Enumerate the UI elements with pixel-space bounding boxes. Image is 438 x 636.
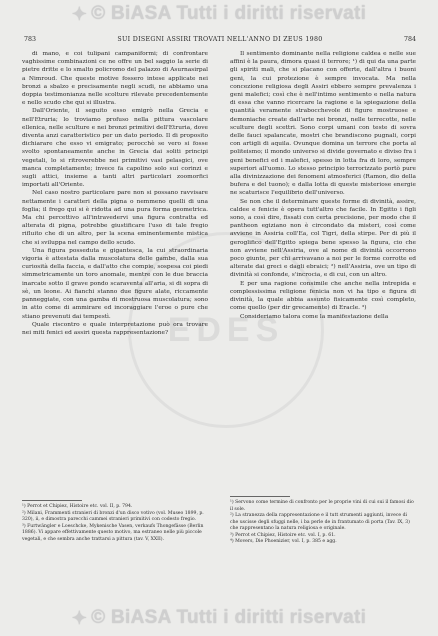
footnote: ¹) Servono come termine di confronto per le proprie vini di cui sui il famosi dio il sole. [230,500,414,512]
left-column [22,50,208,337]
footnote-rule-left [22,500,82,501]
watermark-text: © BiASA Tutti i diritti riservati [91,607,367,628]
footnote: ⁴) Movers, Die Phoenizier, vol. I, p. 385 e agg. [230,539,337,544]
paragraph: di mano, e coi tulipani campaniformi; di confrontare vaghissime combinazioni ce ne offre un bel saggio la serie di pietre dritte e lo smalto policromo del palazzo di Asurnasirpal a Nimroud. Che queste motive fossero intese applicate nei bronzi a sbalzo e precisamente negli scudi, ne abbiamo una doppia testimonianza nelle scolture rilevate precedentemente e nello scudo che qui si illustra. [22,51,208,107]
footnote-rule-right [230,496,290,497]
paragraph: E per una ragione consimile che anche nella intrepida e complessissima religione fenicia non vi ha tipo e figura di divinità, la quale abbia assunto fisicamente così completo, come quello (per dir grecamente) di Eracle. ³) [230,280,416,312]
paragraph: Nel caso nostro particolare pare non si possano ravvisare nettamente i caratteri della pigna o nemmeno quelli di una foglia; il frego qui si è ridotta ad una pura forma geometrica. Ma chi percettivo all'intravedervi una figura contratta ed alterata di pigna, potrebbe giustificare l'uso di tale fregio rifluito che di un altro, per la scena eminentemente mistica che si sviluppa nel campo dello scudo. [22,190,208,246]
running-title: SUI DISEGNI ASSIRI TROVATI NELL'ANNO DI ZEUS 1980 [117,35,323,43]
copyright-icon: ✦ [71,3,88,24]
right-page-number: 784 [403,35,416,43]
watermark-bottom [0,604,438,632]
paragraph: Dall'Oriente, il seguito esso emigrò nella Grecia e nell'Etruria; lo troviamo profuso nella pittura vascolare ellenica, nelle sculture e nei bronzi primitivi dell'Etruria, dove diventa anzi caratteristico per un dato periodo. Il di proposito dichiarare che esso vi emigrato; perocchè se vero si fosse svolto spontaneamente anche in Grecia dai soliti principi vegetali, lo si ritroverebbe nei primitivi vasi pelasgici, ove manca completamente; invece fa capolino solo sui corinzi e sugli attici, insieme a tanti altri particolari zoomorfici importati all'Oriente. [22,108,208,189]
paragraph: Il sentimento dominante nella religione caldea e nelle sue affini è la paura, dimora quasi il terrore; ¹) di qui da una parte gli spiriti mali, che si placano con offerte, dall'altra i buoni geni, la cui protezione è sempre invocata. Ma nella concezione religiosa degli Assiri ebbero sempre prevalenza i geni malefici; così che è nell'intimo sentimento e nella natura di essa che vanno ricercare la ragione e la spiegazione della quantità veramente strabocchevole di figure mostruose e demoniache create dall'arte nei bronzi, nelle terrecotte, nelle sculture degli scettri. Sono corpi umani con teste di sovra delle fauci spalancate, mostri che brandiscono pugnali, corpi con artigli di aquila. Ovunque domina un terrore che porta al politeismo; il mondo universo si divide governato e diviso fra i geni benefici ed i malefici, spesso in lotta fra di loro, sempre superiori all'uomo. Lo stesso principio terrorizzato portò pure alla divinizzazione dei fenomeni atmosferici (Ramon, dio della bufera e del tuono); e dalla lotta di queste misteriose energie ne scaturisce l'equilibrio dell'universo. [230,51,416,197]
watermark-top [0,0,438,28]
paragraph: Se non che il determinare queste forme di divinità, assire, caldee e fenicie è opera tutt'altro che facile. In Egitto i figli sono, a così dire, fissati con certa precisione, per modo che il pantheon egiziano non è circondato da misteri, così come avviene in Assiria coll'Ea, col Tigri, della stirpe. Per di più il geroglifico dell'Egitto spiega bene spesso la figura, cio che non avviene nell'Assiria, ove al nome di divinità occorrono poco giunte, per chi arrivavano a noi per le forme corrotte ed alterate dai greci e dagli ebraici; ²) nell'Assiria, ove un tipo di divinità si confonde, s'incrocia, e di cui, con un altro. [230,198,416,279]
watermark-text: © BiASA Tutti i diritti riservati [91,3,367,24]
footnotes-right [230,500,416,546]
paragraph: Una figura posseduta e gigantesca, la cui straordinaria vigoria è attestata dalla muscolatura delle gambe, dalla sua curiosità della faccia, e dall'atto che compie, sospesa coi piedi simmetricamente un toro anomale, mentre con le due braccia inarcate sotto il grave pondo scaraventa all'aria, si di sopra di sè, un leone. Ai fianchi stanno due figure alate, riccamente panneggiate, con una gamba di mostruosa muscolatura; sono in atto come di ammirare ed incoraggiare l'eroe o pure che stiano prevenuti dai tempestì. [22,247,208,320]
footnote: ²) Milani, Frammenti stranieri di bronzi d'un disco votivo (vol. Museo 1899, p. 320), ii, e dimostra parecchi cammei stranieri primitivi con codesto fregio. [22,510,204,522]
footnote: ¹) Perrot et Chipiez, Histoire etc. vol. II, p. 794. [22,504,133,509]
paragraph: Consideriamo talora come la manifestazione della [240,313,389,320]
right-column [230,50,416,321]
paragraph: Quale riscontro e quale interpretazione può ora trovare nei miti fenici ed assiri questa rappresentazione? [22,321,208,336]
copyright-icon: ✦ [71,607,88,628]
footnotes-left [22,504,208,543]
left-page-number: 783 [24,35,37,43]
running-header [24,34,416,44]
footnote: ²) La stranezza della rappresentazione e il tutt strumenti aggiunti, invece di che uscisse degli sfuggi nelle, i ba perle de in frantumato di porta (Tav. IX, 3) che rappresentano la natura religiosa e originale. [230,513,410,531]
footnote: ³) Furtwängler e Loeschcke, Mykenische Vasen, verkaufs Thongefässe (Berlin 1886). Vi appare effettivamente questo motivo, ma estraneo nelle più piccole vegetali, e che sembra anche trattarsi a pittura (tav. V, XXII). [22,523,204,542]
footnote: ³) Perrot et Chipiez, Histoire etc. vol. I, p. 61. [230,532,336,538]
seal-text: EDES [167,310,285,349]
